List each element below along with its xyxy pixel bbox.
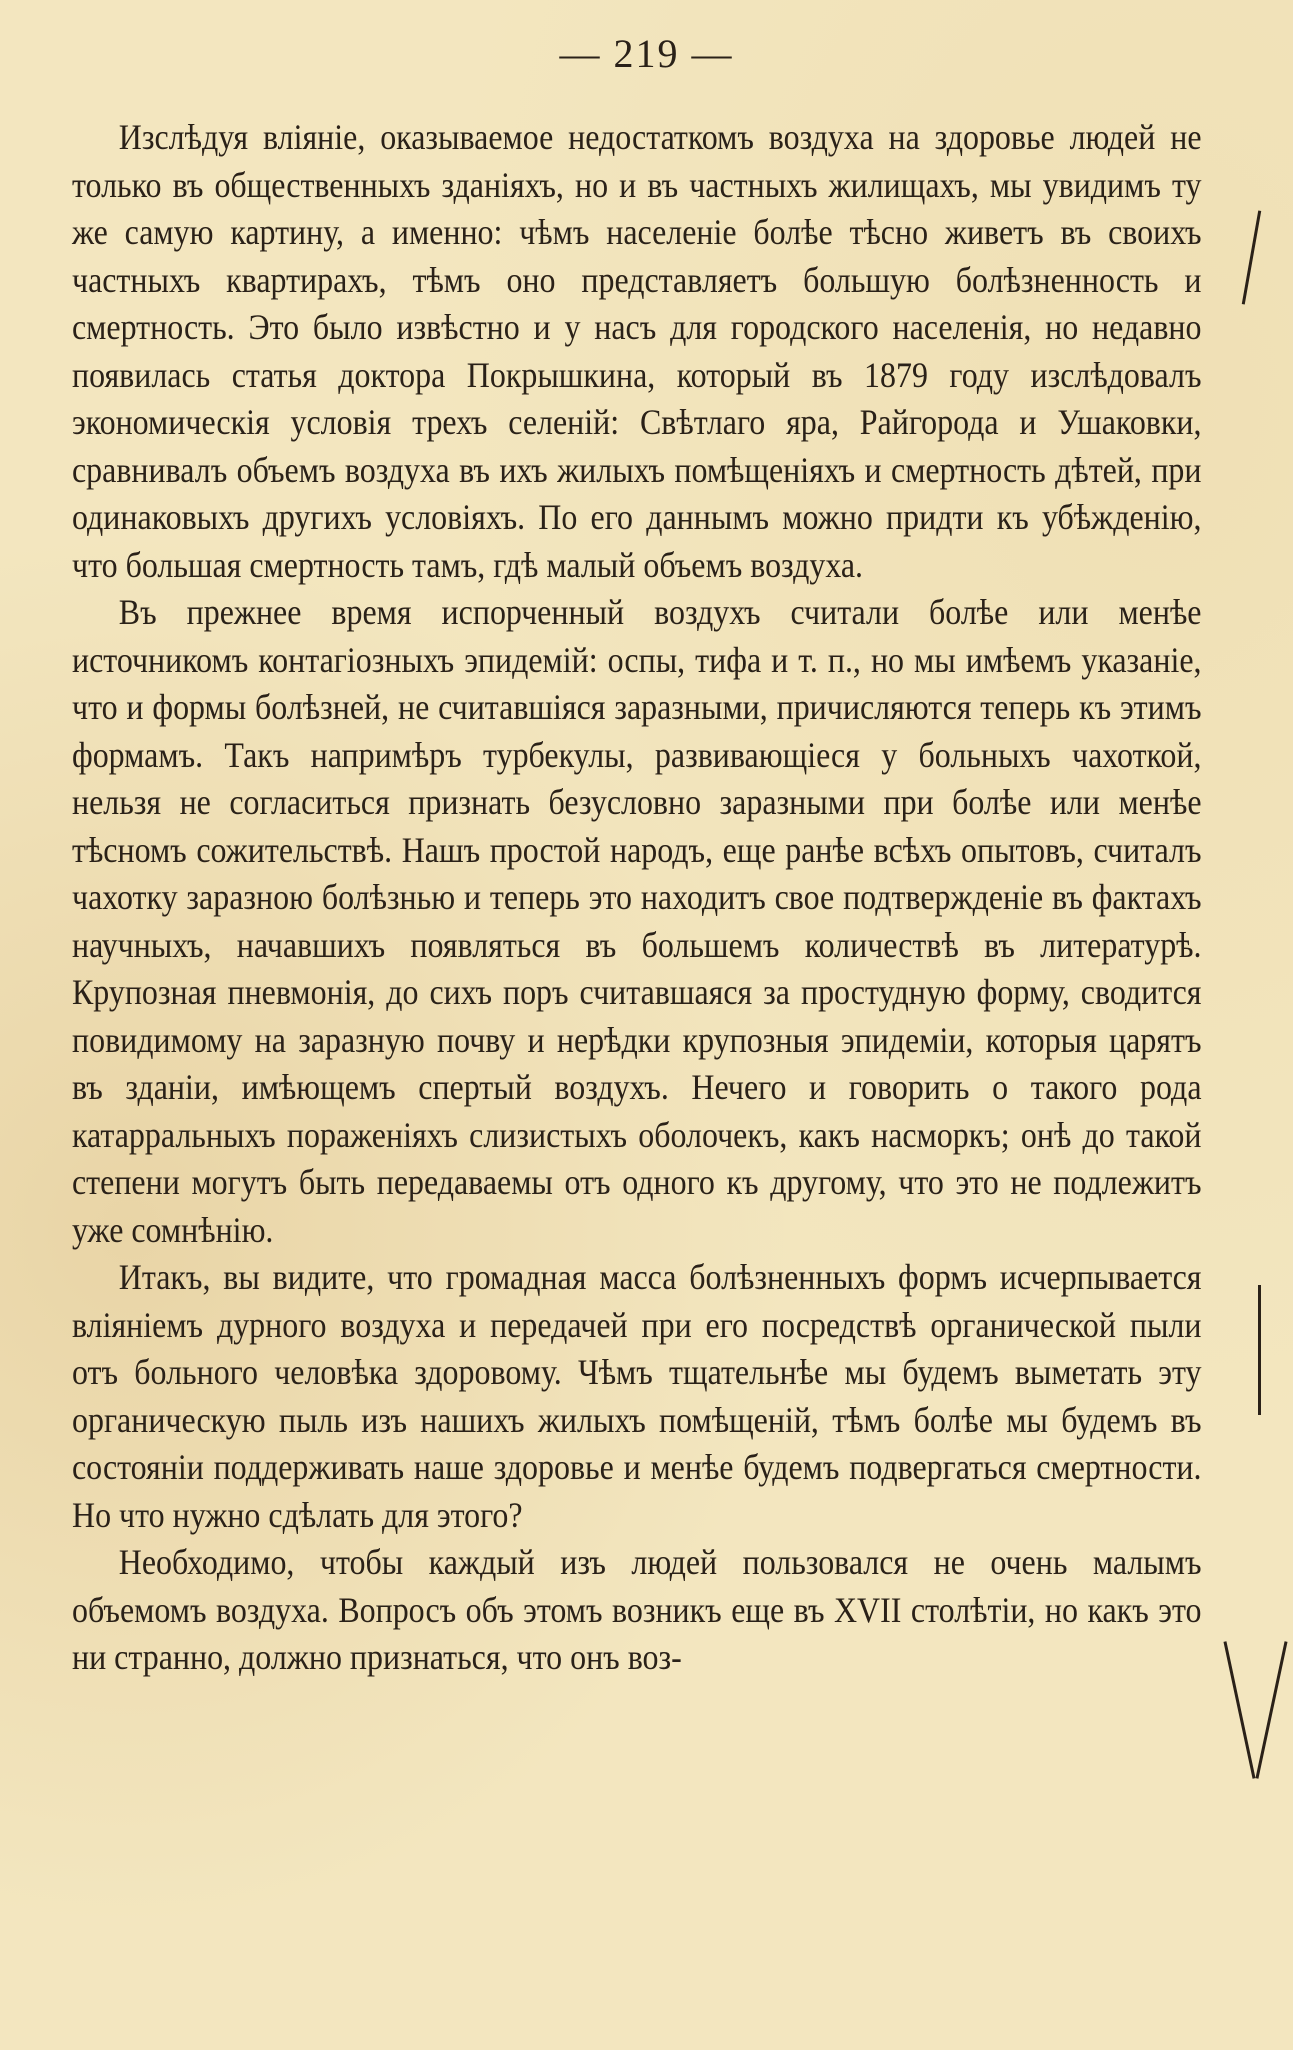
paragraph-4 (72, 1539, 1202, 1682)
pencil-margin-mark (1223, 1641, 1255, 1779)
paragraph-3 (72, 1254, 1202, 1539)
body-text (72, 114, 1202, 1682)
paragraph-3-text: Итакъ, вы видите, что громадная масса болѣзненныхъ формъ исчерпывается вліяніемъ дурного воздуха и передачей при его посредствѣ органической пыли отъ больного человѣка здоровому. Чѣмъ тщательнѣе мы будемъ выметать эту органическую пыль изъ нашихъ жилыхъ помѣщеній, тѣмъ болѣе мы будемъ въ состояніи поддерживать наше здоровье и менѣе будемъ подвергаться смертности. Но что нужно сдѣлать для этого? (72, 1257, 1202, 1535)
paragraph-1-text: Изслѣдуя вліяніе, оказываемое недостаткомъ воздуха на здоровье людей не только въ общественныхъ зданіяхъ, но и въ частныхъ жилищахъ, мы увидимъ ту же самую картину, а именно: чѣмъ населеніе болѣе тѣсно живетъ въ своихъ частныхъ квартирахъ, тѣмъ оно представляетъ большую болѣзненность и смертность. Это было извѣстно и у насъ для городского населенія, но недавно появилась статья доктора Покрышкина, который въ 1879 году изслѣдовалъ экономическія условія трехъ селеній: Свѣтлаго яра, Райгорода и Ушаковки, сравнивалъ объемъ воздуха въ ихъ жилыхъ помѣщеніяхъ и смертность дѣтей, при одинаковыхъ другихъ условіяхъ. По его даннымъ можно придти къ убѣжденію, что большая смертность тамъ, гдѣ малый объемъ воздуха. (72, 117, 1202, 585)
page-number: — 219 — (559, 31, 734, 76)
pencil-margin-mark (1242, 210, 1261, 304)
pencil-margin-mark (1255, 1641, 1287, 1779)
paragraph-1 (72, 114, 1202, 589)
paragraph-4-text: Необходимо, чтобы каждый изъ людей пользовался не очень малымъ объемомъ воздуха. Вопросъ объ этомъ возникъ еще въ XVII столѣтіи, но какъ это ни странно, должно признаться, что онъ воз- (72, 1542, 1202, 1677)
paragraph-2-text: Въ прежнее время испорченный воздухъ считали болѣе или менѣе источникомъ контагіозныхъ эпидемій: оспы, тифа и т. п., но мы имѣемъ указаніе, что и формы болѣзней, не считавшіяся заразными, причисляются теперь къ этимъ формамъ. Такъ напримѣръ турбекулы, развивающіеся у больныхъ чахоткой, нельзя не согласиться признать безусловно заразными при болѣе или менѣе тѣсномъ сожительствѣ. Нашъ простой народъ, еще ранѣе всѣхъ опытовъ, считалъ чахотку заразною болѣзнью и теперь это находитъ свое подтвержденіе въ фактахъ научныхъ, начавшихъ появляться въ большемъ количествѣ въ литературѣ. Крупозная пневмонія, до сихъ поръ считавшаяся за простудную форму, сводится повидимому на заразную почву и нерѣдки крупозныя эпидеміи, которыя царятъ въ зданіи, имѣющемъ спертый воздухъ. Нечего и говорить о такого рода катарральныхъ пораженіяхъ слизистыхъ оболочекъ, какъ насморкъ; онѣ до такой степени могутъ быть передаваемы отъ одного къ другому, что это не подлежитъ уже сомнѣнію. (72, 592, 1202, 1250)
pencil-margin-mark (1258, 1285, 1261, 1415)
paragraph-2 (72, 589, 1202, 1254)
